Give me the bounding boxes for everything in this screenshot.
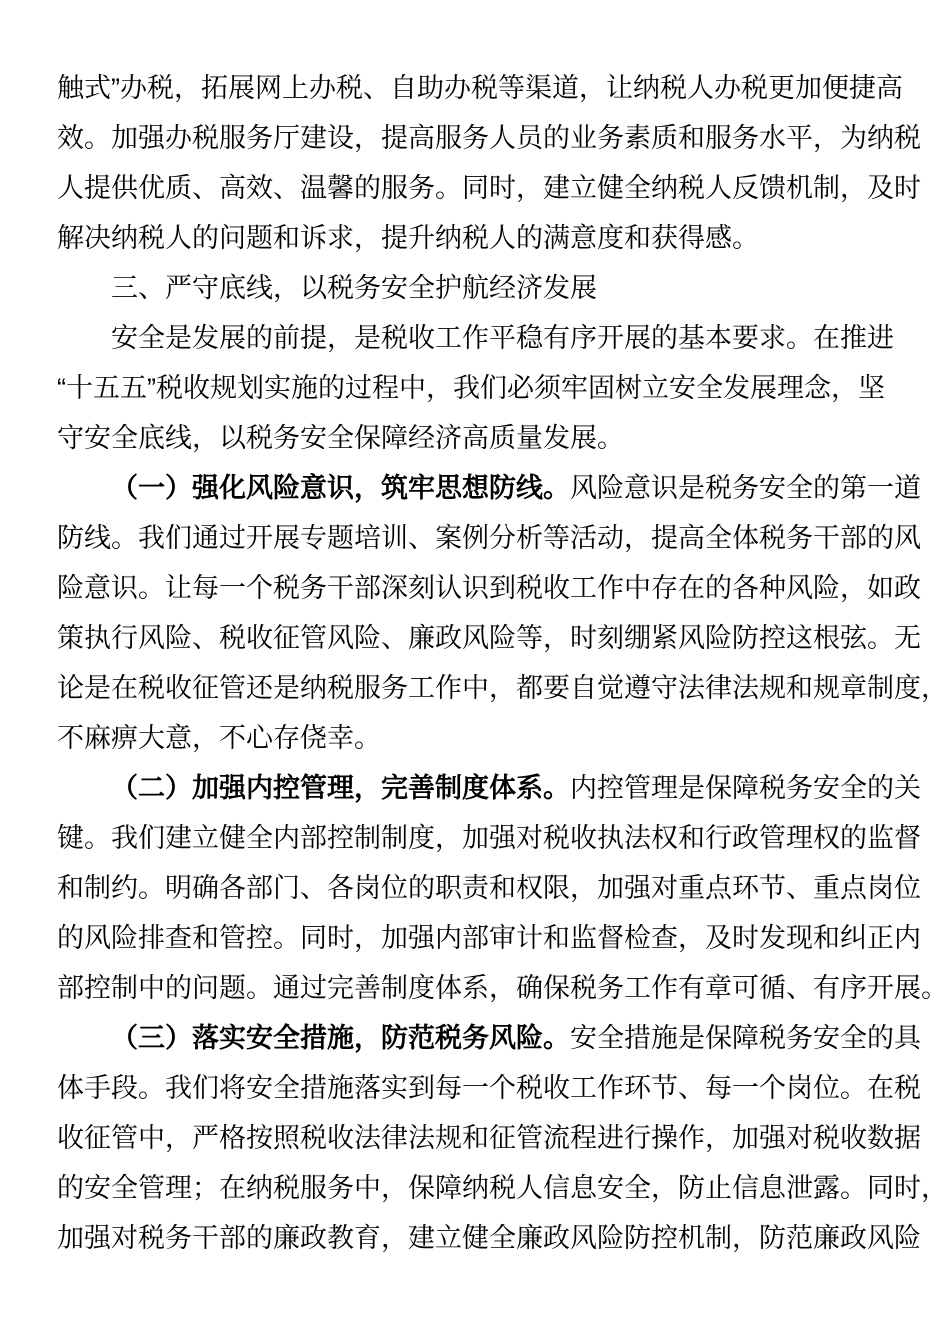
document-body: [57, 63, 948, 1263]
text-run: 部控制中的问题。通过完善制度体系，确保税务工作有章可循、有序开展。: [57, 973, 948, 1003]
text-run: “十五五”税收规划实施的过程中，我们必须牢固树立安全发展理念，坚: [57, 373, 885, 403]
body-line: [57, 363, 917, 413]
body-line: [57, 613, 921, 663]
body-line: [57, 163, 921, 213]
body-line: [57, 1213, 921, 1263]
text-run: 解决纳税人的问题和诉求，提升纳税人的满意度和获得感。: [57, 223, 759, 253]
text-run: 守安全底线，以税务安全保障经济高质量发展。: [57, 423, 624, 453]
body-line: [57, 313, 917, 363]
body-line: [57, 213, 917, 263]
text-run: 和制约。明确各部门、各岗位的职责和权限，加强对重点环节、重点岗位: [57, 873, 921, 903]
body-line: [57, 63, 917, 113]
body-line: [57, 863, 921, 913]
body-line: [57, 1113, 921, 1163]
body-line: [57, 913, 921, 963]
text-run: 的安全管理；在纳税服务中，保障纳税人信息安全，防止信息泄露。同时，: [57, 1173, 948, 1203]
text-run: 效。加强办税服务厅建设，提高服务人员的业务素质和服务水平，为纳税: [57, 123, 921, 153]
body-line: [57, 963, 948, 1013]
subsection-heading-line: [57, 1013, 921, 1063]
body-line: [57, 113, 921, 163]
body-line: [57, 413, 917, 463]
text-run: 防线。我们通过开展专题培训、案例分析等活动，提高全体税务干部的风: [57, 523, 921, 553]
text-run: 不麻痹大意，不心存侥幸。: [57, 723, 381, 753]
text-run: 安全措施是保障税务安全的具: [570, 1023, 921, 1053]
section-heading: [57, 263, 917, 313]
body-line: [57, 813, 921, 863]
text-run: 论是在税收征管还是纳税服务工作中，都要自觉遵守法律法规和规章制度，: [57, 673, 948, 703]
body-line: [57, 513, 921, 563]
heading-bold-run: （三）落实安全措施，防范税务风险。: [111, 1023, 570, 1053]
body-line: [57, 1163, 948, 1213]
body-line: [57, 713, 917, 763]
heading-bold-run: （二）加强内控管理，完善制度体系。: [111, 773, 570, 803]
text-run: 安全是发展的前提，是税收工作平稳有序开展的基本要求。在推进: [111, 323, 894, 353]
text-run: 策执行风险、税收征管风险、廉政风险等，时刻绷紧风险防控这根弦。无: [57, 623, 921, 653]
text-run: 险意识。让每一个税务干部深刻认识到税收工作中存在的各种风险，如政: [57, 573, 921, 603]
text-run: 加强对税务干部的廉政教育，建立健全廉政风险防控机制，防范廉政风险: [57, 1223, 921, 1253]
text-run: 触式”办税，拓展网上办税、自助办税等渠道，让纳税人办税更加便捷高: [57, 73, 903, 103]
text-run: 内控管理是保障税务安全的关: [570, 773, 921, 803]
text-run: 键。我们建立健全内部控制制度，加强对税收执法权和行政管理权的监督: [57, 823, 921, 853]
heading-bold-run: （一）强化风险意识，筑牢思想防线。: [111, 473, 570, 503]
subsection-heading-line: [57, 463, 921, 513]
text-run: 体手段。我们将安全措施落实到每一个税收工作环节、每一个岗位。在税: [57, 1073, 921, 1103]
body-line: [57, 663, 948, 713]
text-run: 三、严守底线，以税务安全护航经济发展: [111, 273, 597, 303]
body-line: [57, 1063, 921, 1113]
text-run: 人提供优质、高效、温馨的服务。同时，建立健全纳税人反馈机制，及时: [57, 173, 921, 203]
text-run: 的风险排查和管控。同时，加强内部审计和监督检查，及时发现和纠正内: [57, 923, 921, 953]
body-line: [57, 563, 921, 613]
subsection-heading-line: [57, 763, 921, 813]
text-run: 收征管中，严格按照税收法律法规和征管流程进行操作，加强对税收数据: [57, 1123, 921, 1153]
text-run: 风险意识是税务安全的第一道: [570, 473, 921, 503]
